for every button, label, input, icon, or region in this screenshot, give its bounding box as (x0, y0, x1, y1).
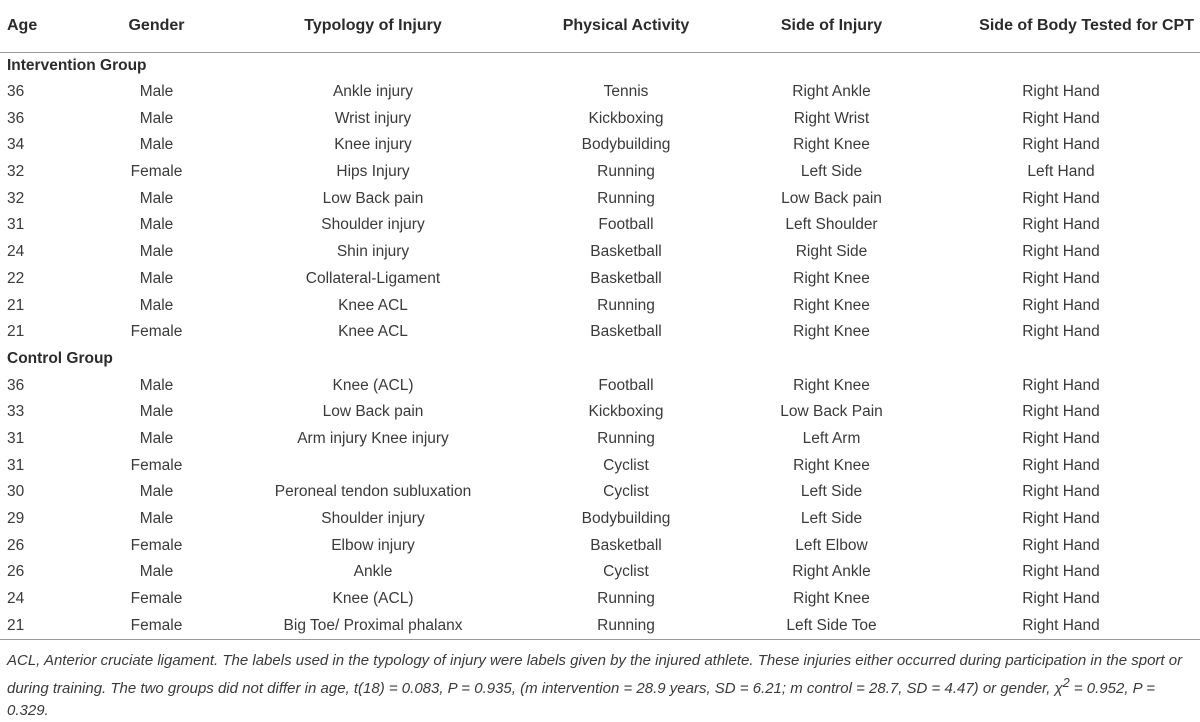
cell-side-of-injury: Right Knee (793, 376, 870, 394)
cell-gender: Male (139, 216, 174, 234)
cell-side-tested-cpt: Right Hand (1022, 136, 1100, 154)
cell-side-of-injury: Low Back Pain (780, 403, 883, 421)
cell-side-of-injury: Right Knee (793, 323, 870, 341)
cell-side-of-injury: Low Back pain (781, 189, 882, 207)
cell-physical-activity: Basketball (590, 243, 662, 261)
cell-gender: Male (139, 483, 174, 501)
table-row (0, 532, 1200, 559)
footnote-superscript: 2 (1062, 676, 1070, 690)
cell-side-tested-cpt: Right Hand (1022, 323, 1100, 341)
cell-physical-activity: Bodybuilding (581, 136, 671, 154)
cell-side-tested-cpt: Right Hand (1022, 510, 1100, 528)
cell-age: 32 (7, 189, 25, 207)
cell-typology: Collateral-Ligament (305, 269, 441, 287)
cell-side-of-injury: Left Elbow (795, 536, 868, 554)
cell-physical-activity: Cyclist (603, 563, 649, 581)
cell-side-tested-cpt: Right Hand (1022, 296, 1100, 314)
cell-physical-activity: Kickboxing (588, 109, 664, 127)
cell-side-tested-cpt: Right Hand (1022, 269, 1100, 287)
cell-physical-activity: Bodybuilding (581, 510, 671, 528)
table-row (0, 426, 1200, 453)
cell-gender: Male (139, 296, 174, 314)
cell-side-tested-cpt: Right Hand (1022, 376, 1100, 394)
cell-side-tested-cpt: Right Hand (1022, 109, 1100, 127)
cell-typology: Big Toe/ Proximal phalanx (235, 612, 511, 639)
cell-side-of-injury: Left Side (800, 510, 863, 528)
cell-age: 36 (7, 376, 25, 394)
footnote-text-1: ACL, Anterior cruciate ligament. The labels used in the typology of injury were labels given by the injured athlete. These injuries either occurred during participation in the sport or during training. The two groups did not differ in age, t(18) = 0.083, P = 0.935, (m intervention = 28.9 years, SD = 6.21; m control = 28.7, SD = 4.47) or gender, χ (7, 652, 1183, 697)
cell-age: 30 (7, 483, 25, 501)
cell-physical-activity: Basketball (590, 536, 662, 554)
cell-physical-activity: Football (598, 376, 654, 394)
cell-age: 36 (7, 109, 25, 127)
cell-age: 32 (7, 163, 25, 181)
cell-physical-activity: Football (598, 216, 654, 234)
cell-age: 36 (7, 83, 25, 101)
cell-typology: Hips Injury (336, 163, 410, 181)
cell-typology: Ankle (353, 563, 393, 581)
cell-gender: Male (139, 109, 174, 127)
cell-age: 34 (7, 136, 25, 154)
group-label: Control Group (7, 349, 113, 367)
cell-typology: Shin injury (336, 243, 410, 261)
table-row (0, 292, 1200, 319)
cell-gender: Female (130, 536, 183, 554)
cell-gender: Male (139, 189, 174, 207)
header-gender: Gender (78, 0, 235, 52)
cell-side-of-injury: Right Knee (793, 296, 870, 314)
table-row (0, 159, 1200, 186)
cell-gender: Male (139, 510, 174, 528)
table-row (0, 479, 1200, 506)
header-physical-activity: Physical Activity (511, 0, 741, 52)
table-row (0, 399, 1200, 426)
group-header-row (0, 346, 1200, 373)
cell-side-tested-cpt: Right Hand (1022, 429, 1100, 447)
cell-side-tested-cpt: Right Hand (1022, 403, 1100, 421)
cell-side-of-injury: Right Knee (793, 590, 870, 608)
cell-side-tested-cpt: Right Hand (1022, 536, 1100, 554)
table-row (0, 586, 1200, 613)
cell-gender: Female (130, 590, 183, 608)
cell-side-of-injury: Right Knee (793, 136, 870, 154)
cell-side-of-injury: Right Knee (793, 456, 870, 474)
cell-typology: Elbow injury (331, 536, 415, 554)
cell-side-of-injury: Right Ankle (792, 83, 871, 101)
cell-side-of-injury: Left Side (800, 483, 863, 501)
group-header-row (0, 52, 1200, 79)
cell-age: 24 (7, 590, 25, 608)
cell-typology: Shoulder injury (321, 216, 425, 234)
cell-age: 29 (7, 510, 25, 528)
cell-side-of-injury: Left Shoulder (785, 216, 878, 234)
cell-typology: Peroneal tendon subluxation (274, 483, 472, 501)
header-typology: Typology of Injury (235, 0, 511, 52)
cell-side-of-injury: Left Arm (802, 429, 861, 447)
cell-age: 31 (7, 429, 25, 447)
group-label: Intervention Group (7, 56, 147, 74)
cell-gender: Male (139, 429, 174, 447)
cell-physical-activity: Tennis (603, 83, 649, 101)
cell-physical-activity: Running (597, 590, 655, 608)
cell-side-tested-cpt: Right Hand (1022, 456, 1100, 474)
cell-age: 21 (0, 612, 78, 639)
cell-age: 22 (7, 269, 25, 287)
cell-age: 26 (7, 563, 25, 581)
cell-age: 31 (7, 216, 25, 234)
cell-gender: Male (139, 136, 174, 154)
footnote-text-2: = 0.952, P = 0.329. (7, 680, 1156, 719)
cell-side-tested-cpt: Right Hand (1022, 243, 1100, 261)
cell-side-of-injury: Left Side Toe (741, 612, 922, 639)
cell-side-tested-cpt: Right Hand (1022, 590, 1100, 608)
header-row (0, 0, 1200, 52)
header-side-tested-cpt: Side of Body Tested for CPT (922, 0, 1200, 52)
cell-physical-activity: Running (597, 296, 655, 314)
table-row (0, 612, 1200, 639)
table-row (0, 319, 1200, 346)
cell-physical-activity: Running (511, 612, 741, 639)
cell-physical-activity: Running (597, 429, 655, 447)
cell-typology: Wrist injury (334, 109, 412, 127)
cell-side-tested-cpt: Right Hand (1022, 216, 1100, 234)
cell-gender: Male (139, 83, 174, 101)
cell-physical-activity: Running (597, 163, 655, 181)
cell-side-of-injury: Right Knee (793, 269, 870, 287)
cell-gender: Female (130, 456, 183, 474)
cell-age: 31 (7, 456, 25, 474)
cell-typology: Shoulder injury (321, 510, 425, 528)
cell-side-tested-cpt: Right Hand (1022, 483, 1100, 501)
cell-gender: Female (78, 612, 235, 639)
table-row (0, 452, 1200, 479)
table-row (0, 559, 1200, 586)
cell-typology: Knee (ACL) (332, 376, 414, 394)
cell-typology: Low Back pain (322, 403, 424, 421)
cell-physical-activity: Running (597, 189, 655, 207)
cell-side-tested-cpt: Right Hand (1022, 83, 1100, 101)
cell-typology (235, 452, 511, 479)
cell-typology: Knee ACL (338, 323, 408, 341)
cell-side-of-injury: Right Side (795, 243, 868, 261)
cell-physical-activity: Basketball (590, 323, 662, 341)
table-row (0, 372, 1200, 399)
cell-age: 21 (7, 323, 25, 341)
cell-gender: Male (139, 269, 174, 287)
header-age: Age (0, 0, 78, 52)
cell-age: 21 (7, 296, 25, 314)
cell-side-of-injury: Right Wrist (793, 109, 870, 127)
cell-age: 26 (7, 536, 25, 554)
table-row (0, 506, 1200, 533)
cell-gender: Female (130, 323, 183, 341)
table-row (0, 105, 1200, 132)
cell-age: 24 (7, 243, 25, 261)
table-row (0, 266, 1200, 293)
cell-typology: Low Back pain (322, 189, 424, 207)
cell-physical-activity: Kickboxing (588, 403, 664, 421)
cell-gender: Male (139, 243, 174, 261)
cell-side-of-injury: Left Side (800, 163, 863, 181)
cell-gender: Male (139, 376, 174, 394)
cell-side-tested-cpt: Left Hand (1027, 163, 1095, 181)
cell-side-tested-cpt: Right Hand (1022, 563, 1100, 581)
table-row (0, 132, 1200, 159)
cell-typology: Knee injury (334, 136, 412, 154)
cell-side-of-injury: Right Ankle (792, 563, 871, 581)
cell-physical-activity: Cyclist (603, 456, 649, 474)
table-row (0, 212, 1200, 239)
table-body (0, 52, 1200, 639)
cell-gender: Male (139, 563, 174, 581)
cell-typology: Arm injury Knee injury (297, 429, 449, 447)
table-row (0, 79, 1200, 106)
table-footnote (7, 650, 1195, 722)
header-side-of-injury: Side of Injury (741, 0, 922, 52)
cell-typology: Knee (ACL) (332, 590, 414, 608)
cell-gender: Female (130, 163, 183, 181)
cell-gender: Male (139, 403, 174, 421)
cell-physical-activity: Basketball (590, 269, 662, 287)
table-row (0, 239, 1200, 266)
cell-physical-activity: Cyclist (603, 483, 649, 501)
cell-typology: Knee ACL (338, 296, 408, 314)
table-row (0, 185, 1200, 212)
cell-side-tested-cpt: Right Hand (922, 612, 1200, 639)
cell-side-tested-cpt: Right Hand (1022, 189, 1100, 207)
cell-typology: Ankle injury (332, 83, 414, 101)
cell-age: 33 (7, 403, 25, 421)
